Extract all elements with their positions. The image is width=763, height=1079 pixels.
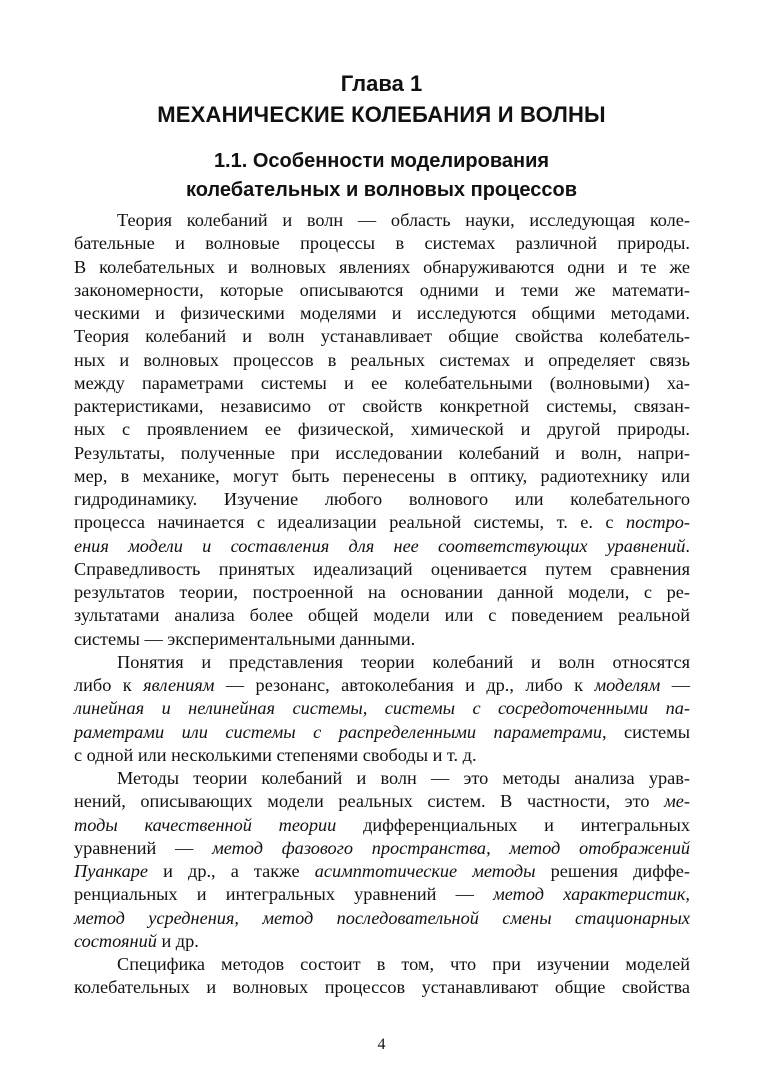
text-line: Теория колебаний и волн — область науки, исследующая коле- bbox=[117, 210, 690, 230]
section-title-line-1: 1.1. Особенности моделирования bbox=[213, 150, 550, 172]
text-run: дифференциальных и интегральных bbox=[336, 814, 690, 835]
text-line bbox=[74, 697, 690, 720]
text-line bbox=[74, 883, 690, 906]
text-line: закономерности, которые описываются одними и теми же математи- bbox=[74, 279, 690, 300]
text-line bbox=[74, 790, 690, 813]
emphasis-run: асимптотические методы bbox=[314, 861, 536, 881]
section-heading bbox=[0, 147, 763, 205]
text-line: Результаты, полученные при исследовании колебаний и волн, напри- bbox=[74, 442, 690, 463]
text-line: рактеристиками, независимо от свойств конкретной системы, связан- bbox=[74, 396, 690, 416]
text-run: уравнений — bbox=[74, 837, 213, 858]
section-title-line-2: колебательных и волновых процессов bbox=[185, 179, 578, 201]
text-run: решения диффе- bbox=[535, 861, 691, 881]
emphasis-run: Пуанкаре bbox=[74, 861, 149, 881]
body-text bbox=[74, 209, 690, 1000]
text-line bbox=[74, 674, 690, 697]
text-line: ных и волновых процессов в реальных системах и определяет связь bbox=[74, 349, 690, 370]
text-line bbox=[74, 907, 690, 930]
emphasis-run: ме- bbox=[664, 791, 690, 812]
text-line: между параметрами системы и ее колебательными (волновыми) ха- bbox=[74, 372, 690, 393]
text-line bbox=[74, 860, 690, 883]
text-line bbox=[74, 721, 690, 744]
text-line: В колебательных и волновых явлениях обнаруживаются одни и те же bbox=[74, 256, 690, 277]
emphasis-run: метод характеристик, bbox=[493, 884, 690, 905]
text-line: с одной или несколькими степенями свободы и т. д. bbox=[74, 744, 477, 765]
text-line: Специфика методов состоит в том, что при изучении моделей bbox=[117, 954, 690, 974]
text-line: гидродинамику. Изучение любого волнового или колебательного bbox=[74, 489, 690, 509]
text-line: Справедливость принятых идеализаций оценивается путем сравнения bbox=[74, 558, 690, 579]
emphasis-run: раметрами или системы с распределенными параметрами bbox=[74, 721, 602, 742]
emphasis-run: ения модели и составления для нее соответствующих уравнений bbox=[74, 535, 686, 556]
text-run: и др., а также bbox=[148, 861, 315, 881]
chapter-title: МЕХАНИЧЕСКИЕ КОЛЕБАНИЯ И ВОЛНЫ bbox=[157, 102, 606, 127]
text-line: Теория колебаний и волн устанавливает общие свойства колебатель- bbox=[74, 326, 690, 347]
emphasis-run: явлениям bbox=[143, 675, 215, 695]
text-run: нений, описывающих модели реальных систем. В частности, это bbox=[74, 791, 665, 812]
text-line: колебательных и волновых процессов устанавливают общие свойства bbox=[74, 977, 690, 998]
text-line bbox=[74, 930, 690, 953]
text-line: системы — экспериментальными данными. bbox=[74, 628, 416, 649]
text-line: результатов теории, построенной на основании данной модели, с ре- bbox=[74, 582, 690, 602]
text-line: Понятия и представления теории колебаний и волн относятся bbox=[117, 651, 690, 672]
emphasis-run: тоды качественной теории bbox=[74, 814, 337, 835]
emphasis-run: метод усреднения, метод последовательной смены стационарных bbox=[74, 907, 690, 928]
emphasis-run: линейная и нелинейная системы, системы с сосредоточенными па- bbox=[74, 698, 690, 719]
text-line: зультатами анализа более общей модели или с поведением реальной bbox=[74, 605, 690, 626]
text-line bbox=[74, 535, 690, 558]
emphasis-run: постро- bbox=[626, 512, 690, 533]
emphasis-run: метод фазового пространства, метод отображений bbox=[212, 837, 690, 858]
text-run: либо к bbox=[74, 675, 144, 695]
text-run: ренциальных и интегральных уравнений — bbox=[74, 884, 494, 905]
emphasis-run: состояний bbox=[74, 930, 157, 951]
text-line: ных с проявлением ее физической, химической и другой природы. bbox=[74, 419, 690, 440]
text-run: — резонанс, автоколебания и др., либо к bbox=[214, 675, 595, 695]
text-run: — bbox=[660, 675, 690, 695]
text-line bbox=[74, 814, 690, 837]
text-run: процесса начинается с идеализации реальной системы, т. е. с bbox=[74, 512, 627, 533]
emphasis-run: моделям bbox=[594, 675, 661, 695]
text-line: ческими и физическими моделями и исследуются общими методами. bbox=[74, 303, 690, 323]
text-line bbox=[74, 511, 690, 534]
chapter-number: Глава 1 bbox=[340, 71, 423, 96]
page-number: 4 bbox=[377, 1036, 386, 1053]
text-run: и др. bbox=[156, 930, 199, 951]
text-line: бательные и волновые процессы в системах различной природы. bbox=[74, 233, 690, 254]
text-run: . bbox=[685, 535, 690, 556]
text-line bbox=[74, 837, 690, 860]
text-run: , системы bbox=[601, 721, 690, 742]
text-line: мер, в механике, могут быть перенесены в оптику, радиотехнику или bbox=[74, 465, 690, 486]
text-line: Методы теории колебаний и волн — это методы анализа урав- bbox=[117, 768, 690, 788]
